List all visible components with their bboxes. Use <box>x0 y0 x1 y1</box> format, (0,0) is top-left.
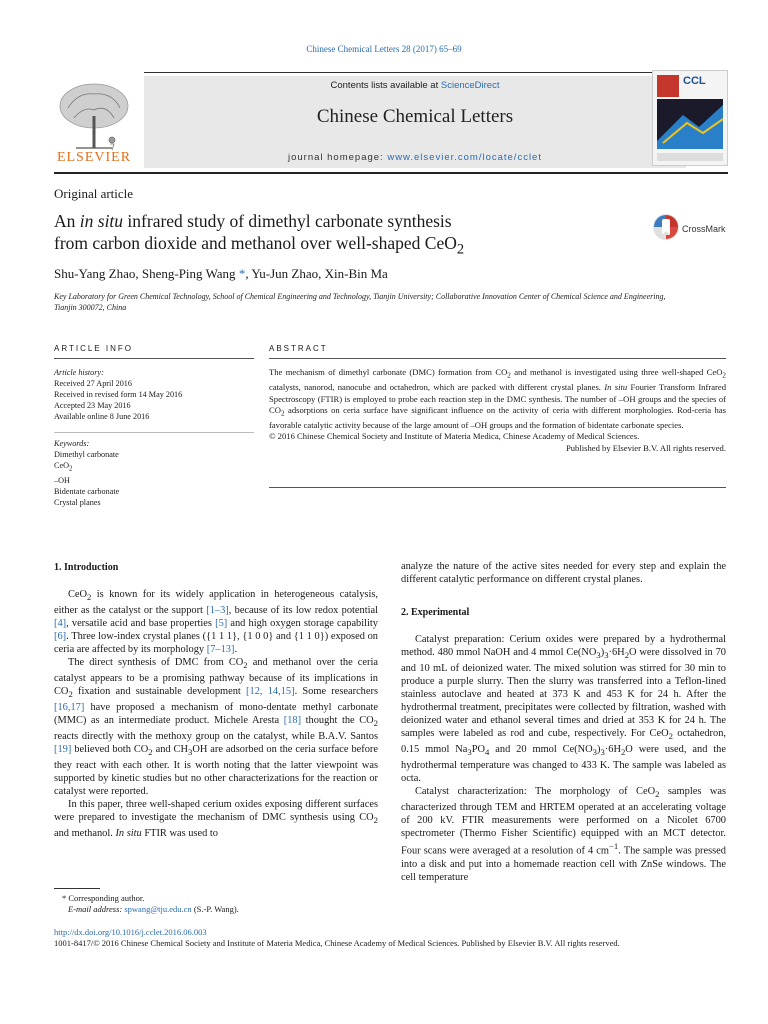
text-run: fixation and sustainable development <box>72 686 247 698</box>
text-run: Catalyst preparation: Cerium oxides were prepared by a hydrothermal method. 480 mmol NaOH and 4 mmol Ce(NO <box>401 634 726 658</box>
reference-link[interactable]: [18] <box>283 715 302 727</box>
keyword-text: CeO <box>54 461 70 470</box>
intro-paragraph-1 <box>54 588 378 656</box>
history-item: Received in revised form 14 May 2016 <box>54 390 183 399</box>
text-run: and 20 mmol Ce(NO <box>489 744 593 756</box>
banner-bottom-rule <box>54 172 728 174</box>
subscript: 2 <box>243 660 248 671</box>
text-run: The direct synthesis of DMC from CO <box>68 657 244 669</box>
keywords-label: Keywords: <box>54 439 90 448</box>
author-list <box>54 266 388 282</box>
subscript: 3 <box>600 747 605 758</box>
journal-citation[interactable]: Chinese Chemical Letters 28 (2017) 65–69 <box>306 44 462 54</box>
article-info-heading: ARTICLE INFO <box>54 344 133 353</box>
text-run: and methanol over the ceria catalyst appears to be a promising pathway because of its implications in CO <box>54 657 378 698</box>
text-run: . The sample was pressed into a disk and put into a homemade reaction cell with ZnSe windows. The cell temperature <box>401 845 726 883</box>
footnote-star: * <box>62 893 67 903</box>
history-label: Article history: <box>54 368 104 377</box>
reference-link[interactable]: [1–3] <box>206 605 229 617</box>
title-line-1 <box>54 210 594 232</box>
abstract-bottom-rule <box>269 487 726 488</box>
doi-block <box>54 927 620 949</box>
abstract-run: catalysts, nanorod, nanocube and octahedron, which are packed with different crystal planes. <box>269 382 605 393</box>
journal-title: Chinese Chemical Letters <box>316 106 514 127</box>
corresponding-author-marker[interactable]: * <box>235 266 246 281</box>
article-info-rule <box>54 358 254 359</box>
reference-link[interactable]: [16,17] <box>54 702 85 714</box>
footnote-line <box>54 893 239 904</box>
intro-paragraph-2 <box>54 656 378 798</box>
abstract-subscript: 2 <box>722 371 726 380</box>
text-run: is known for its widely application in heterogeneous catalysis, either as the catalyst or the support <box>54 589 378 617</box>
spacer <box>54 574 378 588</box>
text-run: Catalyst characterization: The morphology of CeO <box>415 786 656 798</box>
email-suffix: (S.-P. Wang). <box>191 904 239 914</box>
intro-paragraph-3 <box>54 798 378 840</box>
subscript: 2 <box>620 747 626 758</box>
copyright-line: 1001-8417/© 2016 Chinese Chemical Society and Institute of Materia Medica, Chinese Academy of Medical Sciences. Published by Elsevier B.V. All rights reserved. <box>54 938 620 948</box>
subscript: 3 <box>467 747 472 758</box>
text-run: and CH <box>152 744 188 756</box>
intro-continuation: analyze the nature of the active sites needed for every step and explain the different catalytic performance on different crystal planes. <box>401 561 726 585</box>
sciencedirect-link[interactable]: ScienceDirect <box>440 80 500 91</box>
article-history <box>54 367 254 422</box>
title-text: from carbon dioxide and methanol over well-shaped CeO <box>54 233 457 253</box>
text-run: ) <box>600 647 605 658</box>
crossmark-label: CrossMark <box>682 224 726 234</box>
title-text: infrared study of dimethyl carbonate synthesis <box>123 211 452 231</box>
footnote-email-line <box>54 904 239 915</box>
history-item: Accepted 23 May 2016 <box>54 401 131 410</box>
authors-text: , Yu-Jun Zhao, Xin-Bin Ma <box>245 266 388 281</box>
subscript: 2 <box>624 650 630 661</box>
keywords <box>54 438 254 508</box>
keyword-item: Crystal planes <box>54 497 101 507</box>
right-column <box>401 560 726 884</box>
subscript: 3 <box>592 747 597 758</box>
subscript: 2 <box>655 789 660 800</box>
keywords-rule <box>54 432 254 433</box>
keyword-item: Dimethyl carbonate <box>54 450 119 459</box>
text-run: octahedron, 0.15 mmol Na <box>401 728 726 756</box>
text-run: and high oxygen storage capability <box>227 618 378 630</box>
corresponding-author-footnote <box>54 893 239 915</box>
reference-link[interactable]: [7–13] <box>206 644 235 656</box>
subscript: 3 <box>604 650 609 661</box>
text-run: ) <box>597 744 601 756</box>
footnote-rule <box>54 888 100 889</box>
text-run: OH are adsorbed on the ceria surface before they react with each other. It is worth noting that the latter viewpoint was supported by kinetic studies but no other characterizations for the reaction or catalyst were reported. <box>54 744 378 798</box>
subscript: 2 <box>68 689 73 700</box>
text-run: In this paper, three well-shaped cerium oxides exposing different surfaces were prepared to investigate the mechanism of DMC synthesis using CO <box>54 799 378 824</box>
abstract-text <box>269 367 726 454</box>
text-run: FTIR was used to <box>141 828 218 840</box>
keyword-subscript: 2 <box>69 465 73 473</box>
subscript: 2 <box>148 747 153 758</box>
text-run: . Three low-index crystal planes ({1 1 1}, {1 0 0} and {1 1 0}) exposed on ceria are affected by its morphology <box>54 631 378 656</box>
abstract-run: Fourier Transform Infrared Spectroscopy (FTIR) is employed to probe each reaction step in the DMC synthesis. The number of –OH groups and the species of CO <box>269 382 726 415</box>
subscript: 3 <box>187 747 193 758</box>
text-run: reacts directly with the methoxy group on the catalyst, while B.A.V. Santos <box>54 731 378 743</box>
emphasis: In situ <box>115 828 142 840</box>
keyword-item: Bidentate carbonate <box>54 486 120 496</box>
article-title <box>54 210 594 261</box>
journal-cover-thumbnail[interactable] <box>652 70 728 166</box>
text-run: thought the CO <box>301 715 374 727</box>
homepage-line <box>144 152 686 163</box>
title-text: An <box>54 211 80 231</box>
experimental-heading: 2. Experimental <box>401 607 470 618</box>
abstract-heading: ABSTRACT <box>269 344 328 353</box>
spacer <box>401 619 726 633</box>
introduction-section <box>54 561 378 840</box>
doi-link[interactable]: http://dx.doi.org/10.1016/j.cclet.2016.06.003 <box>54 927 207 937</box>
text-run: PO <box>471 744 486 756</box>
publisher-logo-text: ELSEVIER <box>56 150 132 165</box>
title-emphasis: in situ <box>79 211 124 231</box>
text-run: ·6H <box>608 647 625 658</box>
affiliation: Key Laboratory for Green Chemical Technology, School of Chemical Engineering and Technology, Tianjin University; Collaborative Innovation Center of Chemical Science and Engineering, Tianjin 300072, China <box>54 292 666 312</box>
author-email-link[interactable]: spwang@tju.edu.cn <box>124 904 192 914</box>
subscript: 4 <box>485 747 490 758</box>
abstract-subscript: 2 <box>280 409 285 418</box>
crossmark-badge[interactable] <box>652 213 732 243</box>
crossmark-icon <box>652 213 680 241</box>
text-run: samples was characterized through TEM and HRTEM operated at an accelerating voltage of 200 kV. FTIR measurements were performed on a Nicolet 6700 spectrometer (Thermo Fisher Scientific) equipped with an MCT detector. Four scans were averaged at a resolution of 4 cm <box>401 786 726 857</box>
title-line-2 <box>54 232 594 261</box>
footnote-label: Corresponding author. <box>66 893 145 903</box>
reference-link[interactable]: [6] <box>54 631 67 643</box>
superscript: −1 <box>609 841 619 852</box>
subscript: 2 <box>87 592 92 603</box>
text-run: believed both CO <box>71 744 149 756</box>
cover-label: CCL <box>683 75 706 87</box>
abstract-run: The mechanism of dimethyl carbonate (DMC) formation from CO <box>269 367 508 377</box>
journal-banner <box>54 70 728 174</box>
text-run: O were used, and the hydrothermal temperature was changed to 433 K. The sample was labeled as octa. <box>401 744 726 785</box>
introduction-heading: 1. Introduction <box>54 562 119 573</box>
experimental-paragraph-1 <box>401 633 726 785</box>
email-label: E-mail address: <box>68 904 125 914</box>
journal-info-box <box>144 76 686 168</box>
contents-line <box>144 80 686 91</box>
experimental-paragraph-2 <box>401 785 726 884</box>
abstract-copyright: © 2016 Chinese Chemical Society and Institute of Materia Medica, Chinese Academy of Medical Sciences. <box>269 431 640 442</box>
text-run: ·6H <box>604 744 621 756</box>
authors-text: Shu-Yang Zhao, Sheng-Ping Wang <box>54 266 236 281</box>
history-item: Received 27 April 2016 <box>54 379 132 388</box>
spacer <box>401 586 726 606</box>
reference-link[interactable]: [4] <box>54 618 67 630</box>
reference-link[interactable]: [5] <box>215 618 228 630</box>
abstract-emphasis: In situ <box>604 382 628 393</box>
article-type: Original article <box>54 186 134 201</box>
homepage-link[interactable]: www.elsevier.com/locate/cclet <box>387 152 542 163</box>
text-run: , versatile acid and base properties <box>66 618 216 630</box>
abstract-subscript: 2 <box>507 371 511 380</box>
abstract-publisher: Published by Elsevier B.V. All rights reserved. <box>565 442 726 453</box>
text-run: CeO <box>68 589 88 600</box>
subscript: 2 <box>373 815 378 826</box>
text-run: O were dissolved in 70 and 10 mL of deionized water. The mixed solution was stirred for 30 min to produce a purple slurry. Then the slurry was transferred into a Teflon-lined stainless autoclave and heated at 373 K and 453 K for 24 h. After the hydrothermal treatment, precipitates were collected by filtration, washed with deionized water and ethanol several times and dried at 353 K for 24 h. The samples were labeled as rod and cube, respectively. For CeO <box>401 647 727 740</box>
text-run: . <box>234 644 238 656</box>
subscript: 3 <box>596 650 601 661</box>
text-run: and methanol. <box>54 828 116 840</box>
text-run: have proposed a mechanism of mono-dentate methyl carbonate (MMC) as an intermediate product. Michele Aresta <box>54 702 378 727</box>
reference-link[interactable]: [12, 14,15] <box>246 686 295 698</box>
abstract-run: and methanol is investigated using three well-shaped CeO <box>510 367 723 377</box>
title-subscript: 2 <box>456 241 465 258</box>
contents-prefix: Contents lists available at <box>330 80 441 91</box>
text-run: . Some researchers <box>294 686 378 698</box>
keyword-item: –OH <box>54 475 70 485</box>
text-run: , because of its low redox potential <box>228 605 378 617</box>
banner-top-rule <box>144 72 690 73</box>
abstract-run: adsorptions on ceria surface have significant influence on the activity of ceria with different morphologies. Rod-ceria has favorable catalytic activity because of the large amount of –OH groups and the formation of bidentate carbonate species. <box>269 404 726 431</box>
keyword-item <box>54 460 254 475</box>
abstract-rule <box>269 358 726 359</box>
reference-link[interactable]: [19] <box>54 744 72 756</box>
homepage-prefix: journal homepage: <box>287 152 388 163</box>
subscript: 2 <box>373 718 378 729</box>
subscript: 2 <box>668 731 673 742</box>
history-item: Available online 8 June 2016 <box>54 412 150 421</box>
